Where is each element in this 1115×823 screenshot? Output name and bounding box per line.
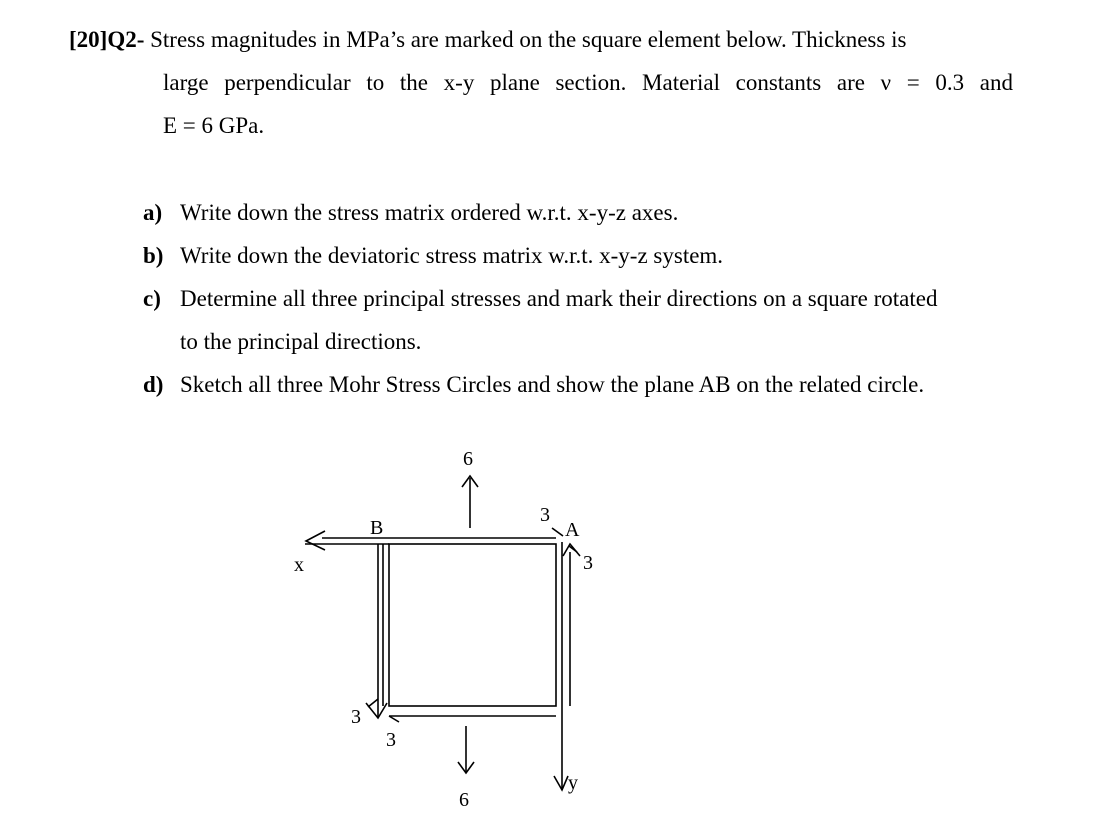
question-text-1: Stress magnitudes in MPa’s are marked on the square element below. Thickness is <box>150 27 907 52</box>
top-shear-stress-label: 3 <box>540 504 550 526</box>
question-number: [20]Q2- <box>69 27 145 52</box>
left-shear-stress-label: 3 <box>351 706 361 728</box>
item-c-label: c) <box>143 286 161 311</box>
item-b-text: Write down the deviatoric stress matrix w.r.t. x-y-z system. <box>180 243 724 268</box>
question-text-3: E = 6 GPa. <box>163 113 265 138</box>
top-shear-tick <box>552 528 563 536</box>
x-axis-label: x <box>294 554 304 576</box>
item-a-label: a) <box>143 200 163 225</box>
left-shear-tick <box>368 699 378 707</box>
item-d-text: Sketch all three Mohr Stress Circles and show the plane AB on the related circle. <box>180 372 925 397</box>
point-a-label: A <box>565 519 580 541</box>
bottom-normal-stress-label: 6 <box>459 789 469 811</box>
item-c-text-2: to the principal directions. <box>180 329 422 354</box>
bottom-shear-arrowhead <box>389 716 399 722</box>
top-normal-stress-label: 6 <box>463 448 473 470</box>
item-d-label: d) <box>143 372 164 397</box>
item-c-text: Determine all three principal stresses and mark their directions on a square rotated <box>180 286 938 311</box>
x-axis-arrowhead <box>306 531 325 550</box>
y-axis-label: y <box>568 772 578 794</box>
item-b-label: b) <box>143 243 164 268</box>
stress-element-square <box>389 544 556 706</box>
question-text-2: large perpendicular to the x-y plane section. Material constants are ν = 0.3 and <box>163 70 1013 95</box>
bottom-shear-stress-label: 3 <box>386 729 396 751</box>
item-a-text: Write down the stress matrix ordered w.r.t. x-y-z axes. <box>180 200 679 225</box>
right-shear-stress-label: 3 <box>583 552 593 574</box>
point-b-label: B <box>370 517 384 539</box>
y-axis-arrowhead <box>554 776 568 790</box>
right-shear-arrowhead <box>563 544 580 556</box>
